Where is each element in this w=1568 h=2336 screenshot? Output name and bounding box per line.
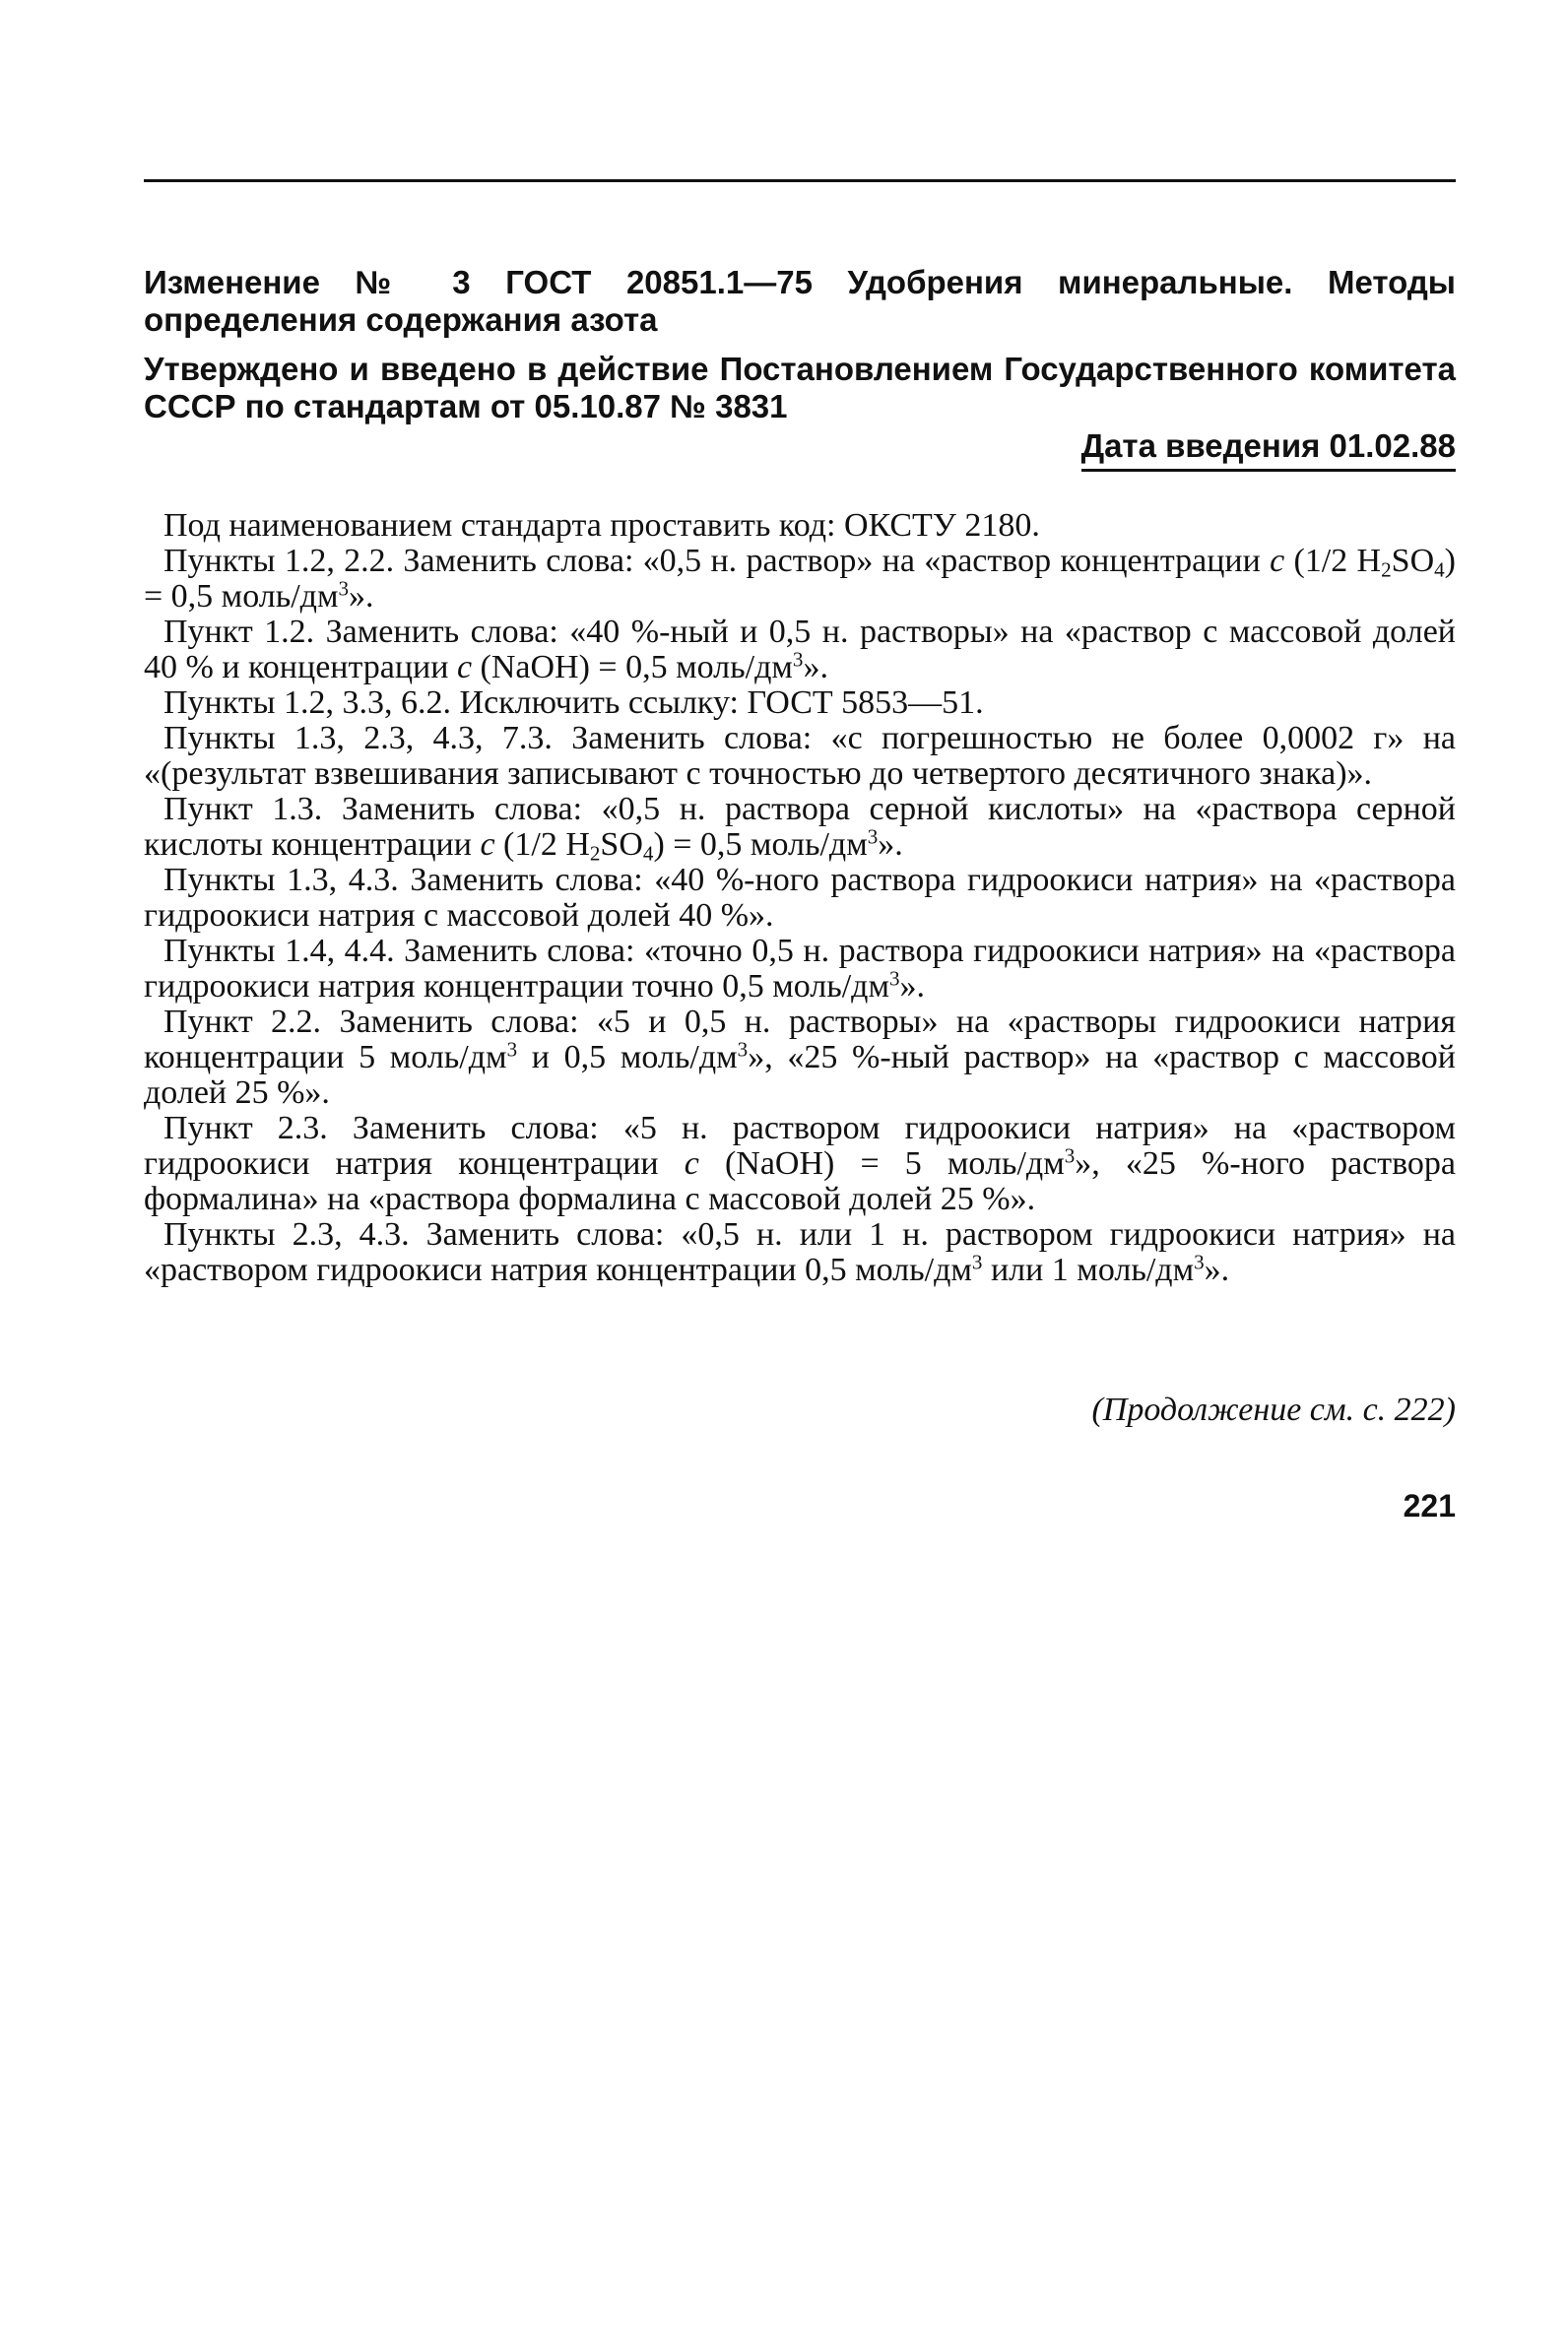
paragraph-1-2: Пункт 1.2. Заменить слова: «40 %-ный и 0,5 н. растворы» на «раствор с массовой долей 40 % и концентрации c (NaOH) = 0,5 моль/$дм^3$».	[144, 614, 1456, 685]
paragraph-2-3: Пункт 2.3. Заменить слова: «5 н. раствором гидроокиси натрия» на «раствором гидроокиси натрия концентрации c (NaOH) = 5 моль/$дм^3$», «25 %-ного раствора формалина» на «раствора формалина с массовой долей 25 %».	[144, 1110, 1457, 1217]
approval-statement: Утверждено и введено в действие Постановлением Государственного комитета СССР по стандартам от 05.10.87 № 3831	[144, 351, 1456, 424]
paragraph-1-3-4-3: Пункты 1.3, 4.3. Заменить слова: «40 %-ного раствора гидроокиси натрия» на «раствора гидроокиси натрия с массовой долей 40 %».	[144, 862, 1456, 934]
continuation-note: (Продолжение см. с. 222)	[1091, 1392, 1456, 1428]
paragraph-1-4-4-4: Пункты 1.4, 4.4. Заменить слова: «точно 0,5 н. раствора гидроокиси натрия» на «раствора гидроокиси натрия концентрации точно 0,5 моль/$дм^3$».	[144, 933, 1456, 1005]
paragraph-weighing-precision: Пункты 1.3, 2.3, 4.3, 7.3. Заменить слова: «с погрешностью не более 0,0002 г» на «(результат взвешивания записывают с точностью до четвертого десятичного знака)».	[144, 720, 1456, 792]
paragraph-2-3-4-3: Пункты 2.3, 4.3. Заменить слова: «0,5 н. или 1 н. раствором гидроокиси натрия» на «раствором гидроокиси натрия концентрации 0,5 моль/$дм^3$ или 1 моль/$дм^3$».	[144, 1216, 1456, 1288]
paragraph-exclude-reference: Пункты 1.2, 3.3, 6.2. Исключить ссылку: ГОСТ 5853—51.	[163, 684, 984, 721]
page-number: 221	[1403, 1488, 1456, 1524]
top-rule	[144, 179, 1456, 182]
amendment-body	[144, 508, 1456, 1288]
paragraph-1-2-2-2: Пункты 1.2, 2.2. Заменить слова: «0,5 н. раствор» на «раствор концентрации c (1/2 $H_2SO_4) = 0,5$ моль/$дм^3$».	[144, 543, 1456, 615]
amendment-title: Изменение № 3 ГОСТ 20851.1—75 Удобрения минеральные. Методы определения содержания азота	[144, 264, 1456, 338]
paragraph-okstu: Под наименованием стандарта проставить код: ОКСТУ 2180.	[163, 507, 1040, 544]
paragraph-1-3: Пункт 1.3. Заменить слова: «0,5 н. раствора серной кислоты» на «раствора серной кислоты концентрации c (1/2 $H_2SO_4) = 0,5$ моль/$дм^3$».	[144, 791, 1456, 866]
effective-date: Дата введения 01.02.88	[1081, 427, 1456, 472]
paragraph-2-2: Пункт 2.2. Заменить слова: «5 и 0,5 н. растворы» на «растворы гидроокиси натрия концентрации 5 моль/$дм^3$ и 0,5 моль/$дм^3$», «25 %-ный раствор» на «раствор с массовой долей 25 %».	[144, 1004, 1456, 1111]
